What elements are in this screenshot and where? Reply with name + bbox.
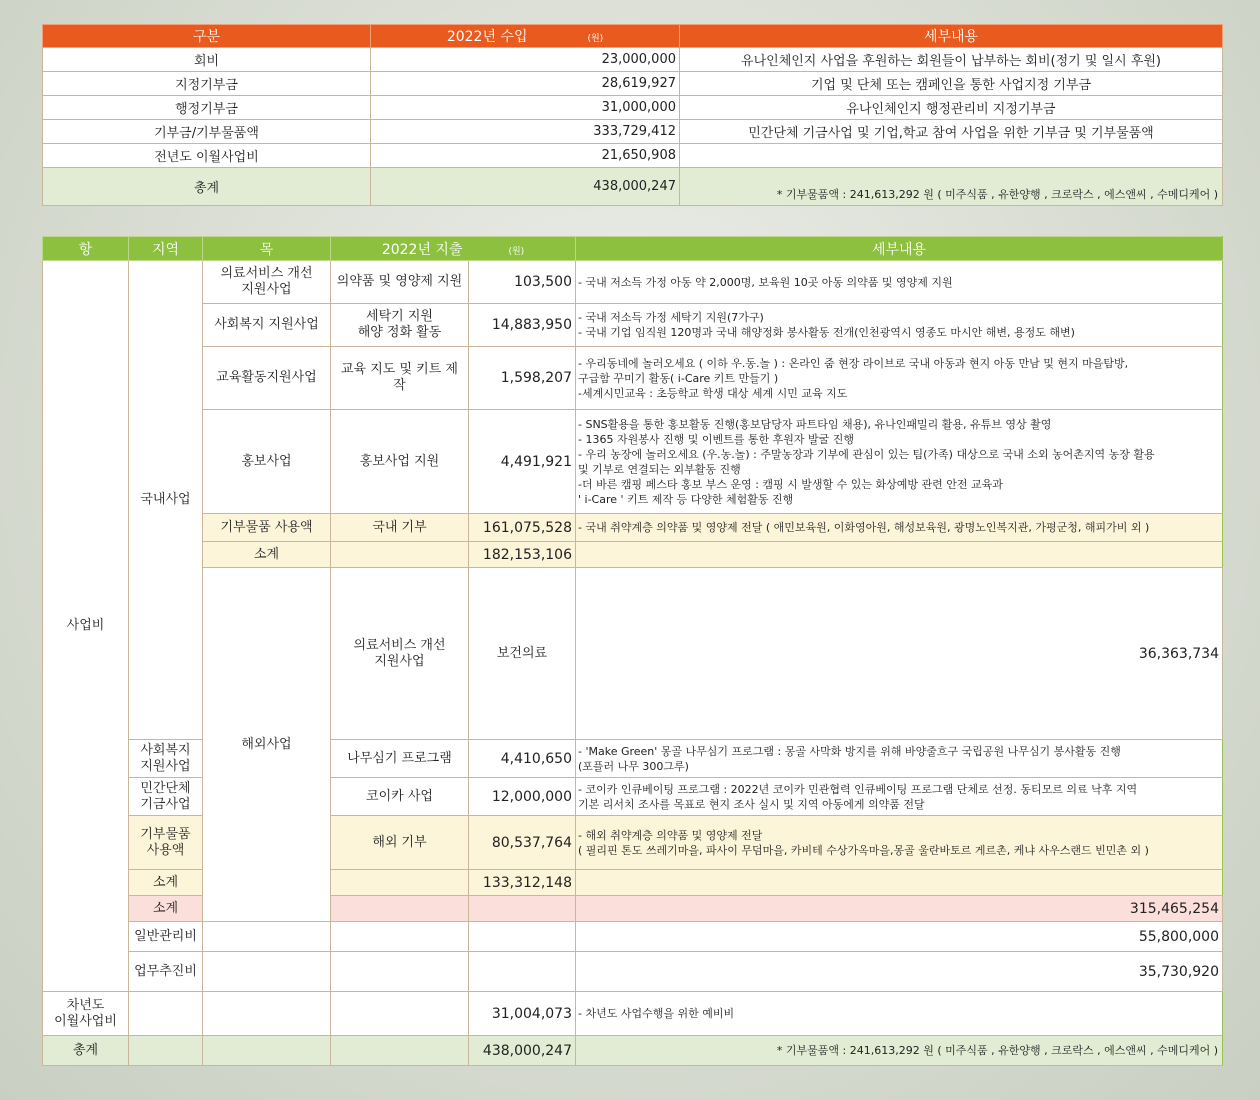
table-row [43, 952, 1223, 992]
expense-detail [576, 410, 1223, 514]
detail-line: - 코이카 인큐베이팅 프로그램 : 2022년 코이카 민관협력 인큐베이팅 프로그램 단체로 선정. 동티모르 의료 낙후 지역 [578, 782, 1138, 796]
sub-category: 사회복지 지원사업 [203, 304, 331, 347]
expense-amount: 35,730,920 [576, 952, 1223, 992]
expense-amount: 14,883,950 [469, 304, 576, 347]
income-header-unit: (원) [587, 34, 604, 44]
sub-category: 민간단체 기금사업 [129, 778, 203, 816]
detail-line: (포플러 나무 300그루) [578, 759, 689, 773]
income-row [43, 48, 1223, 72]
expense-amount: 103,500 [469, 261, 576, 304]
expense-total-note: * 기부물품액 : 241,613,292 원 ( 미주식품 , 유한양행 , 크로락스 , 에스앤씨 , 수메디케어 ) [576, 1036, 1223, 1066]
detail-line: ( 필리핀 톤도 쓰레기마을, 파사이 무덤마을, 카비테 수상가옥마을,몽골 울란바토르 게르촌, 케냐 사우스랜드 빈민촌 외 ) [578, 843, 1149, 857]
expense-amount: 80,537,764 [469, 816, 576, 870]
domestic-subtotal-label: 소계 [203, 542, 331, 568]
expense-header-unit: (원) [508, 246, 525, 257]
empty-cell [331, 952, 469, 992]
income-amount: 23,000,000 [371, 48, 680, 72]
income-row [43, 144, 1223, 168]
income-row [43, 72, 1223, 96]
expense-total-label: 총계 [43, 1036, 129, 1066]
income-detail: 유나인체인지 사업을 후원하는 회원들이 납부하는 회비(정기 및 일시 후원) [680, 48, 1223, 72]
subtotal-row [43, 542, 1223, 568]
sub-category: 의료서비스 개선 지원사업 [331, 568, 469, 740]
empty-cell [129, 992, 203, 1036]
empty-cell [331, 922, 469, 952]
sub-category: 교육활동지원사업 [203, 347, 331, 410]
expense-item: 업무추진비 [129, 952, 203, 992]
empty-cell [331, 1036, 469, 1066]
table-row [43, 410, 1223, 514]
business-subtotal-label: 소계 [129, 896, 203, 922]
income-category: 회비 [43, 48, 371, 72]
business-subtotal-amount: 315,465,254 [576, 896, 1223, 922]
expense-item: 일반관리비 [129, 922, 203, 952]
project-name: 홍보사업 지원 [331, 410, 469, 514]
income-category: 전년도 이월사업비 [43, 144, 371, 168]
income-total-note: * 기부물품액 : 241,613,292 원 ( 미주식품 , 유한양행 , 크로락스 , 에스앤씨 , 수메디케어 ) [680, 168, 1223, 206]
expense-item-business: 사업비 [43, 261, 129, 992]
sub-category: 의료서비스 개선 지원사업 [203, 261, 331, 304]
expense-amount: 1,598,207 [469, 347, 576, 410]
expense-detail [576, 816, 1223, 870]
region-domestic: 국내사업 [129, 261, 203, 740]
income-amount: 333,729,412 [371, 120, 680, 144]
expense-detail [576, 347, 1223, 410]
empty-cell [331, 896, 469, 922]
empty-cell [469, 952, 576, 992]
overseas-subtotal-amount: 133,312,148 [469, 870, 576, 896]
detail-line: 및 기부로 연결되는 외부활동 진행 [578, 462, 741, 476]
region-overseas: 해외사업 [203, 568, 331, 922]
expense-amount: 161,075,528 [469, 514, 576, 542]
expense-amount: 4,410,650 [469, 740, 576, 778]
empty-cell [203, 1036, 331, 1066]
overseas-subtotal-label: 소계 [129, 870, 203, 896]
project-name: 해외 기부 [331, 816, 469, 870]
detail-line: - 국내 저소득 가정 아동 약 2,000명, 보육원 10곳 아동 의약품 및 영양제 지원 [578, 275, 953, 289]
sub-category: 홍보사업 [203, 410, 331, 514]
project-name: 세탁기 지원 해양 정화 활동 [331, 304, 469, 347]
empty-cell [203, 992, 331, 1036]
detail-line: - 'Make Green' 몽골 나무심기 프로그램 : 몽골 사막화 방지를 위해 바양줄흐구 국립공원 나무심기 봉사활동 진행 [578, 744, 1121, 758]
expense-detail [576, 514, 1223, 542]
income-row [43, 120, 1223, 144]
project-name: 국내 기부 [331, 514, 469, 542]
detail-line: 기본 리서치 조사를 목표로 현지 조사 실시 및 지역 아동에게 의약품 전달 [578, 797, 925, 811]
income-total-row [43, 168, 1223, 206]
empty-cell [203, 922, 331, 952]
detail-line: 구급함 꾸미기 활동( i-Care 키트 만들기 ) [578, 371, 779, 385]
detail-line: - 국내 기업 임직원 120명과 국내 해양정화 봉사활동 전개(인천광역시 영종도 마시안 해변, 용정도 해변) [578, 326, 1075, 339]
income-detail: 유나인체인지 행정관리비 지정기부금 [680, 96, 1223, 120]
expense-amount: 12,000,000 [469, 778, 576, 816]
empty-cell [576, 870, 1223, 896]
project-name: 나무심기 프로그램 [331, 740, 469, 778]
empty-cell [331, 870, 469, 896]
sub-category: 기부물품 사용액 [129, 816, 203, 870]
project-name: 보건의료 [469, 568, 576, 740]
expense-amount: 31,004,073 [469, 992, 576, 1036]
empty-cell [129, 1036, 203, 1066]
expense-detail [576, 261, 1223, 304]
empty-cell [203, 952, 331, 992]
income-category: 기부금/기부물품액 [43, 120, 371, 144]
expense-detail [576, 778, 1223, 816]
expense-header-sub: 목 [203, 237, 331, 261]
table-row [43, 261, 1223, 304]
expense-header-amount-label: 2022년 지출 [381, 241, 463, 258]
income-detail: 기업 및 단체 또는 캠페인을 통한 사업지정 기부금 [680, 72, 1223, 96]
income-row [43, 96, 1223, 120]
project-name: 교육 지도 및 키트 제작 [331, 347, 469, 410]
income-header-detail: 세부내용 [680, 25, 1223, 48]
table-row [43, 992, 1223, 1036]
detail-line: - 국내 저소득 가정 세탁기 지원(7가구) [578, 311, 764, 324]
expense-item: 차년도 이월사업비 [43, 992, 129, 1036]
detail-line: - 해외 취약계층 의약품 및 영양제 전달 [578, 828, 763, 842]
expense-header-region: 지역 [129, 237, 203, 261]
empty-cell [331, 992, 469, 1036]
detail-line: -더 바른 캠핑 페스타 홍보 부스 운영 : 캠핑 시 발생할 수 있는 화상예방 관련 안전 교육과 [578, 477, 1003, 491]
table-row [43, 304, 1223, 347]
empty-cell [469, 922, 576, 952]
detail-line: ' i-Care ' 키트 제작 등 다양한 체험활동 진행 [578, 492, 794, 506]
empty-cell [469, 896, 576, 922]
table-row [43, 347, 1223, 410]
expense-header-amount [331, 237, 576, 261]
income-header-category: 구분 [43, 25, 371, 48]
sub-category: 기부물품 사용액 [203, 514, 331, 542]
income-total-label: 총계 [43, 168, 371, 206]
income-category: 행정기부금 [43, 96, 371, 120]
table-row [43, 568, 1223, 740]
detail-line: - 우리동네에 놀러오세요 ( 이하 우.동.놀 ) : 온라인 줌 현장 라이브로 국내 아동과 현지 아동 만남 및 현지 마을탐방, [578, 356, 1129, 370]
income-table [42, 24, 1223, 206]
detail-line: - 차년도 사업수행을 위한 예비비 [578, 1007, 735, 1020]
income-amount: 21,650,908 [371, 144, 680, 168]
expense-amount: 36,363,734 [576, 568, 1223, 740]
sub-category: 사회복지 지원사업 [129, 740, 203, 778]
expense-total-row [43, 1036, 1223, 1066]
income-detail: 민간단체 기금사업 및 기업,학교 참여 사업을 위한 기부금 및 기부물품액 [680, 120, 1223, 144]
project-name: 의약품 및 영양제 지원 [331, 261, 469, 304]
expense-table [42, 236, 1223, 1066]
detail-line: - 1365 자원봉사 진행 및 이벤트를 통한 후원자 발굴 진행 [578, 432, 854, 446]
expense-detail [576, 992, 1223, 1036]
income-detail [680, 144, 1223, 168]
expense-detail [576, 740, 1223, 778]
project-name: 코이카 사업 [331, 778, 469, 816]
expense-header-detail: 세부내용 [576, 237, 1223, 261]
empty-cell [331, 542, 469, 568]
expense-amount: 4,491,921 [469, 410, 576, 514]
income-amount: 31,000,000 [371, 96, 680, 120]
table-row [43, 514, 1223, 542]
income-category: 지정기부금 [43, 72, 371, 96]
detail-line: - 우리 농장에 놀러오세요 (우.농.놀) : 주말농장과 기부에 관심이 있는 팀(가족) 대상으로 국내 소외 농어촌지역 농장 활용 [578, 447, 1155, 461]
domestic-subtotal-amount: 182,153,106 [469, 542, 576, 568]
empty-cell [576, 542, 1223, 568]
detail-line: -세계시민교육 : 초등학교 학생 대상 세계 시민 교육 지도 [578, 386, 848, 400]
income-total-amount: 438,000,247 [371, 168, 680, 206]
detail-line: - 국내 취약계층 의약품 및 영양제 전달 ( 애민보육원, 이화영아원, 해성보육원, 광명노인복지관, 가평군청, 해피가비 외 ) [578, 521, 1150, 534]
expense-amount: 55,800,000 [576, 922, 1223, 952]
table-row [43, 922, 1223, 952]
detail-line: - SNS활용을 통한 홍보활동 진행(홍보담당자 파트타임 채용), 유나인패밀리 활용, 유튜브 영상 촬영 [578, 417, 1052, 431]
income-amount: 28,619,927 [371, 72, 680, 96]
expense-header-item: 항 [43, 237, 129, 261]
income-header-amount-label: 2022년 수입 [446, 29, 528, 45]
expense-header-row [43, 237, 1223, 261]
expense-detail [576, 304, 1223, 347]
income-header-row [43, 25, 1223, 48]
expense-total-amount: 438,000,247 [469, 1036, 576, 1066]
income-header-amount [371, 25, 680, 48]
